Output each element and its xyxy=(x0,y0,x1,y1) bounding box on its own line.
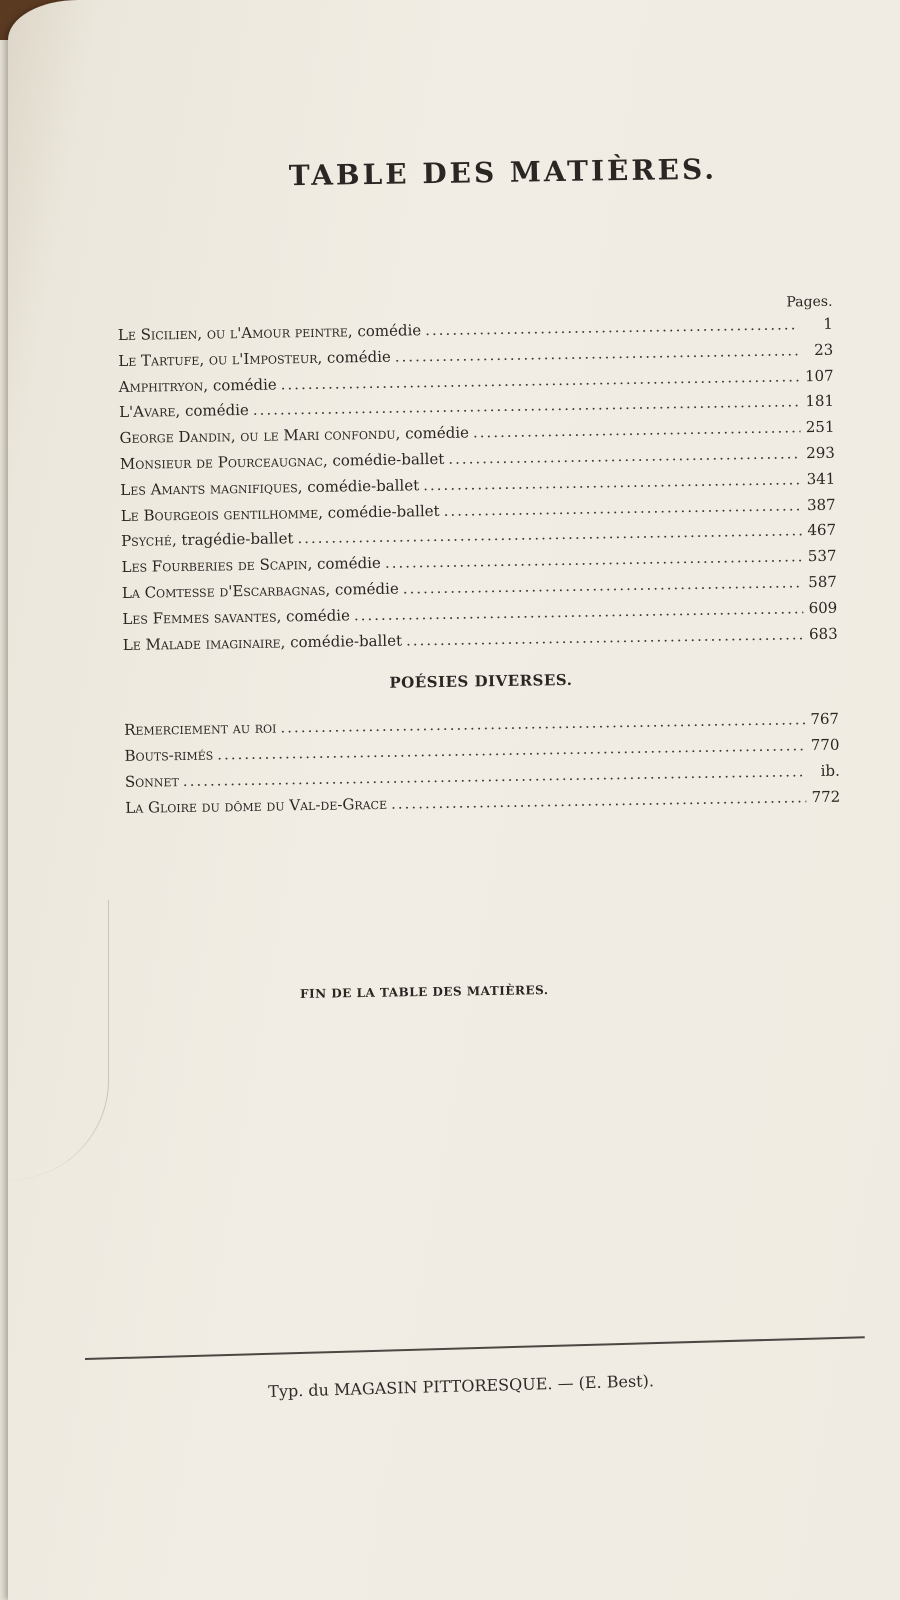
entry-page: 251 xyxy=(805,417,835,437)
entry-title: Amphitryon xyxy=(118,376,204,396)
table-of-contents xyxy=(115,139,840,822)
entry-page: 387 xyxy=(806,495,836,514)
entry-page: 537 xyxy=(807,546,837,566)
entry-genre: , comédie xyxy=(203,375,277,395)
entry-genre: , comédie xyxy=(276,606,351,626)
entry-title: Le Tartufe, ou l'Imposteur xyxy=(118,348,318,370)
page-title: TABLE DES MATIÈRES. xyxy=(288,152,718,193)
entry-title: Monsieur de Pourceaugnac xyxy=(119,451,324,473)
entry-title: George Dandin, ou le Mari confondu xyxy=(119,424,396,448)
entry-title: Remerciement au roi xyxy=(123,718,277,740)
entry-title: Psyché xyxy=(121,531,173,551)
entry-page: 1 xyxy=(823,314,833,333)
pages-column-label: Pages. xyxy=(786,293,833,311)
entry-page: 107 xyxy=(804,366,834,385)
entry-genre: , comédie-ballet xyxy=(318,501,440,522)
entry-title: Sonnet xyxy=(124,772,179,791)
entry-title: La Gloire du dôme du Val-de-Grace xyxy=(125,794,388,817)
poems-list xyxy=(124,707,841,821)
entry-page: 770 xyxy=(810,735,840,755)
entry-genre: , comédie-ballet xyxy=(297,476,420,496)
entry-page: 23 xyxy=(813,340,834,359)
entry-title: La Comtesse d'Escarbagnas xyxy=(121,580,326,602)
entry-genre: , comédie xyxy=(175,401,249,421)
entry-page: 181 xyxy=(805,392,835,411)
entry-page: 293 xyxy=(806,443,835,463)
printer-imprint: Typ. du MAGASIN PITTORESQUE. — (E. Best). xyxy=(268,1371,655,1401)
entry-page: 467 xyxy=(807,521,837,540)
entry-title: L'Avare xyxy=(118,402,176,422)
entry-title: Le Malade imaginaire xyxy=(122,633,281,654)
entry-genre: , comédie-ballet xyxy=(322,449,445,470)
entry-page: ib. xyxy=(820,761,840,780)
entry-genre: , comédie xyxy=(325,579,399,599)
entry-genre: , comédie xyxy=(307,554,382,574)
entry-genre: , tragédie-ballet xyxy=(171,529,294,550)
entry-genre: , comédie-ballet xyxy=(280,631,403,652)
entries-list xyxy=(118,312,838,659)
entry-title: Les Amants magnifiques xyxy=(120,477,298,499)
entry-page: 767 xyxy=(810,710,840,729)
leader-dots xyxy=(406,622,804,654)
entry-page: 772 xyxy=(811,787,841,806)
entry-page: 609 xyxy=(808,598,838,617)
entry-page: 341 xyxy=(806,469,836,488)
entry-title: Les Fourberies de Scapin xyxy=(121,555,308,577)
entry-title: Le Bourgeois gentilhomme xyxy=(120,503,319,525)
entry-genre: , comédie xyxy=(347,321,422,341)
section-heading: POÉSIES DIVERSES. xyxy=(389,671,573,693)
entry-genre: , comédie xyxy=(317,347,391,367)
entry-title: Les Femmes savantes xyxy=(122,607,277,628)
entry-title: Le Sicilien, ou l'Amour peintre xyxy=(117,322,348,344)
entry-title: Bouts-rimés xyxy=(124,745,214,766)
page-crease xyxy=(8,900,109,1180)
entry-genre: , comédie xyxy=(395,423,470,443)
entry-page: 683 xyxy=(808,624,838,643)
entry-page: 587 xyxy=(808,572,838,592)
end-of-table-note: FIN DE LA TABLE DES MATIÈRES. xyxy=(299,983,549,1001)
